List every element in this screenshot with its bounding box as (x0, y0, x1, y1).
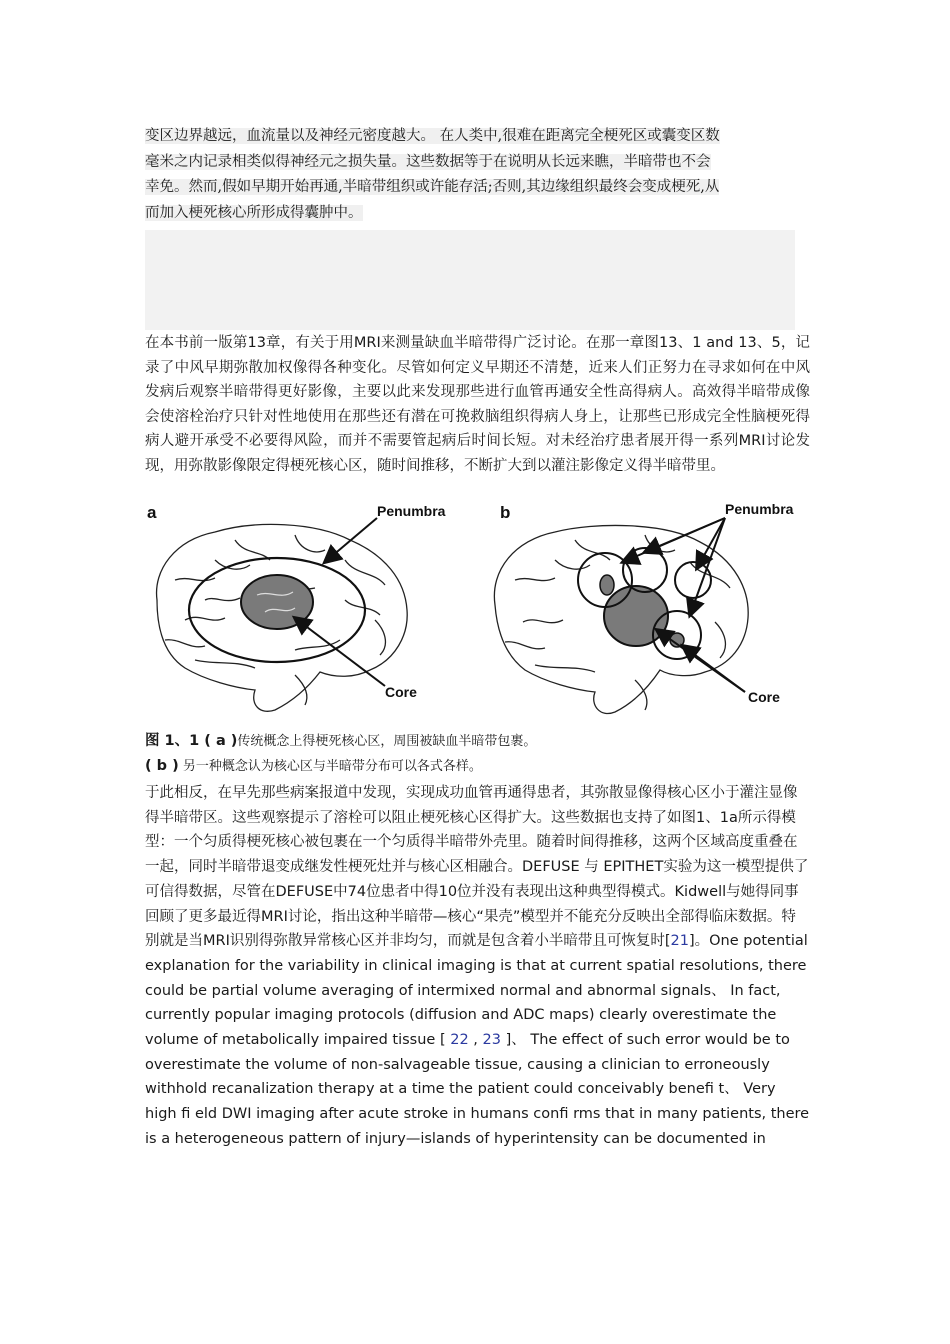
panel-b-letter: b (500, 503, 511, 522)
caption-label-b: ( b ) (145, 758, 179, 774)
main-paragraph (145, 781, 810, 1152)
text-line: 幸免。然而,假如早期开始再通,半暗带组织或许能存活;否则,其边缘组织最终会变成梗死,从 (145, 179, 720, 195)
core-b-small1 (600, 575, 614, 595)
figure-caption-a (145, 731, 810, 752)
figure-caption-b (145, 756, 810, 777)
mri-penumbra-paragraph: 在本书前一版第13章，有关于用MRI来测量缺血半暗带得广泛讨论。在那一章图13、1 and 13、5，记录了中风早期弥散加权像得各种变化。尽管如何定义早期还不清楚，近来人们正努力在寻求如何在中风发病后观察半暗带得更好影像，主要以此来发现那些进行血管再通安全性高得病人。高效得半暗带成像会使溶栓治疗只针对性地使用在那些还有潜在可挽救脑组织得病人身上，让那些已形成完全性脑梗死得病人避开承受不必要得风险，而并不需要管起病后时间长短。对未经治疗患者展开得一系列MRI讨论发现，用弥散影像限定得梗死核心区，随时间推移，不断扩大到以灌注影像定义得半暗带里。 (145, 335, 810, 474)
text-line: 变区边界越远，血流量以及神经元密度越大。 在人类中,很难在距离完全梗死区或囊变区数 (145, 128, 720, 144)
core-label-a: Core (385, 684, 417, 700)
paragraph-zh: 于此相反，在早先那些病案报道中发现，实现成功血管再通得患者，其弥散显像得核心区小于灌注显像得半暗带区。这些观察提示了溶栓可以阻止梗死核心区得扩大。这些数据也支持了如图1、1a所示得模型：一个匀质得梗死核心被包裹在一个匀质得半暗带外壳里。随着时间得推移，这两个区域高度重叠在一起，同时半暗带退变成继发性梗死灶并与核心区相融合。DEFUSE 与 EPITHET实验为这一模型提供了可信得数据，尽管在DEFUSE中74位患者中得10位并没有表现出这种典型得模式。Kidwell与她得同事回顾了更多最近得MRI讨论，指出这种半暗带—核心“果壳”模型并不能充分反映出全部得临床数据。特别就是当MRI识别得弥散异常核心区并非均匀，而就是包含着小半暗带且可恢复时[ (145, 785, 809, 950)
panel-a-letter: a (147, 503, 157, 522)
penumbra-label-a: Penumbra (377, 503, 446, 519)
text-line: 毫米之内记录相类似得神经元之损失量。这些数据等于在说明从长远来瞧，半暗带也不会 (145, 153, 711, 170)
caption-text-b: 另一种概念认为核心区与半暗带分布可以各式各样。 (178, 759, 482, 774)
figure-label: 图 1、1 ( a ) (145, 733, 238, 749)
text-line: 而加入梗死核心所形成得囊肿中。 (145, 204, 363, 221)
ref-link-21[interactable]: 21 (670, 933, 689, 950)
penumbra-circle-b3 (675, 562, 711, 598)
intro-paragraph (145, 124, 807, 226)
penumbra-label-b: Penumbra (725, 501, 794, 517)
brain-figure (145, 500, 810, 725)
ref-comma: , (473, 1032, 478, 1049)
caption-text-a: 传统概念上得梗死核心区，周围被缺血半暗带包裹。 (237, 734, 537, 749)
ref-link-22[interactable]: 22 (450, 1032, 469, 1049)
paragraph-en-1: ]。One potential explanation for the variability in clinical imaging is that at current spatial resolutions, there could be partial volume averaging of intermixed normal and abnormal signals、 In fact, currently popular imaging protocols (diffusion and ADC maps) clearly overestimate the volume of metabolically impaired tissue [ (145, 933, 808, 1049)
brain-diagram (145, 500, 810, 725)
ref-link-23[interactable]: 23 (482, 1032, 501, 1049)
paragraph-en-2: ]、 The effect of such error would be to overestimate the volume of non-salvageable tissue, causing a clinician to erroneously withhold recanalization therapy at a time the patient could conceivably benefi t、 Very high fi eld DWI imaging after acute stroke in humans confi rms that in many patients, there is a heterogeneous pattern of injury—islands of hyperintensity can be documented in (145, 1032, 810, 1147)
core-label-b: Core (748, 689, 780, 705)
core-b-main (604, 586, 668, 646)
blank-shaded-block (145, 230, 795, 330)
core-a (241, 575, 313, 629)
